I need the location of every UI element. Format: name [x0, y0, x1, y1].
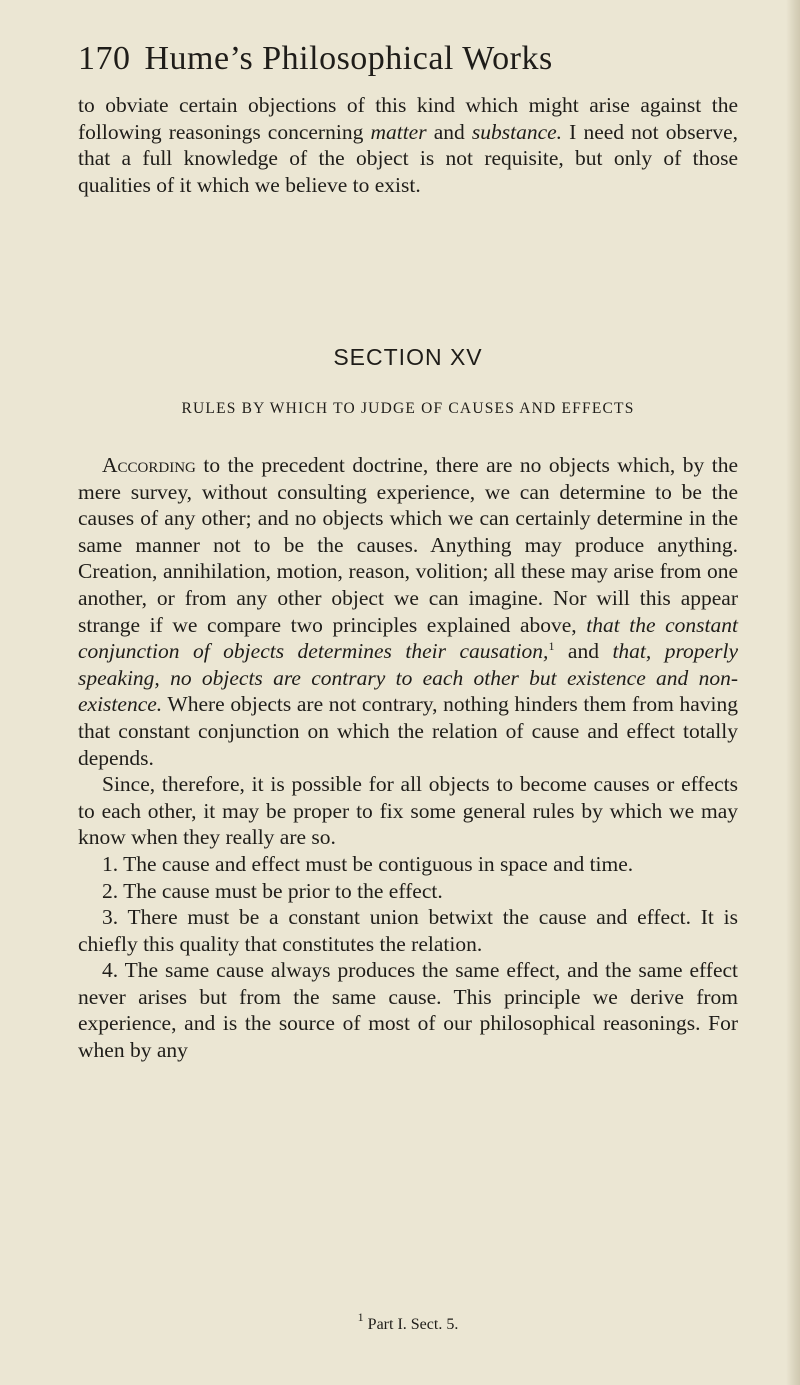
- paragraph-1-em-1: that the constant conjunction of objects determines their causation,: [78, 612, 738, 664]
- page-number: 170: [78, 40, 131, 77]
- footnote-text: Part I. Sect. 5.: [363, 1316, 459, 1333]
- section-body: [78, 452, 738, 1064]
- paragraph-1-em-2: that, properly speaking, no objects are contrary to each other but existence and non-existence.: [78, 639, 738, 717]
- opening-text-1: to obviate certain objections of this kind which might arise against the following reasonings concerning: [78, 93, 738, 144]
- paragraph-2: Since, therefore, it is possible for all objects to become causes or effects to each other, it may be proper to fix some general rules by which we may know when they really are so.: [78, 772, 738, 850]
- rule-4: 4. The same cause always produces the same effect, and the same effect never arises but from the same cause. This principle we derive from experience, and is the source of most of our philosophical reasonings. For when by any: [78, 958, 738, 1063]
- section-subtitle: RULES BY WHICH TO JUDGE OF CAUSES AND EFFECTS: [181, 400, 635, 417]
- rule-3: 3. There must be a constant union betwixt the cause and effect. It is chiefly this quality that constitutes the relation.: [78, 905, 738, 956]
- rule-1: 1. The cause and effect must be contiguous in space and time.: [102, 851, 634, 876]
- footnote-reference: 1: [548, 639, 555, 654]
- opening-paragraph: [78, 92, 738, 198]
- page-edge-shadow: [786, 0, 800, 1385]
- paragraph-lead-word: According: [102, 453, 196, 477]
- running-title: Hume’s Philosophical Works: [144, 40, 553, 77]
- section-title: SECTION XV: [333, 344, 483, 370]
- paragraph-1-text-2: and: [554, 639, 613, 664]
- opening-text-3: I need not observe, that a full knowledge of the object is not requisite, but only of those qualities of it which we believe to exist.: [78, 119, 738, 197]
- paragraph-1: [78, 452, 738, 771]
- paragraph-1-text-3: Where objects are not contrary, nothing hinders them from having that constant conjunction on which the relation of cause and effect totally depends.: [78, 692, 738, 770]
- footnote: [78, 1310, 738, 1334]
- paragraph-1-text-1: to the precedent doctrine, there are no objects which, by the mere survey, without consulting experience, we can determine to be the causes of any other; and no objects which we can certainly determine in the same manner not to be the causes. Anything may produce anything. Creation, annihilation, motion, reason, volition; all these may arise from one another, or from any other object we can imagine. Nor will this appear strange if we compare two principles explained above,: [78, 453, 738, 637]
- opening-text-2: and: [426, 119, 472, 144]
- opening-em-matter: matter: [370, 119, 427, 144]
- rule-2: 2. The cause must be prior to the effect.: [102, 878, 443, 903]
- footnote-mark: 1: [357, 1310, 364, 1324]
- running-head: [78, 40, 728, 78]
- opening-em-substance: substance.: [471, 119, 563, 144]
